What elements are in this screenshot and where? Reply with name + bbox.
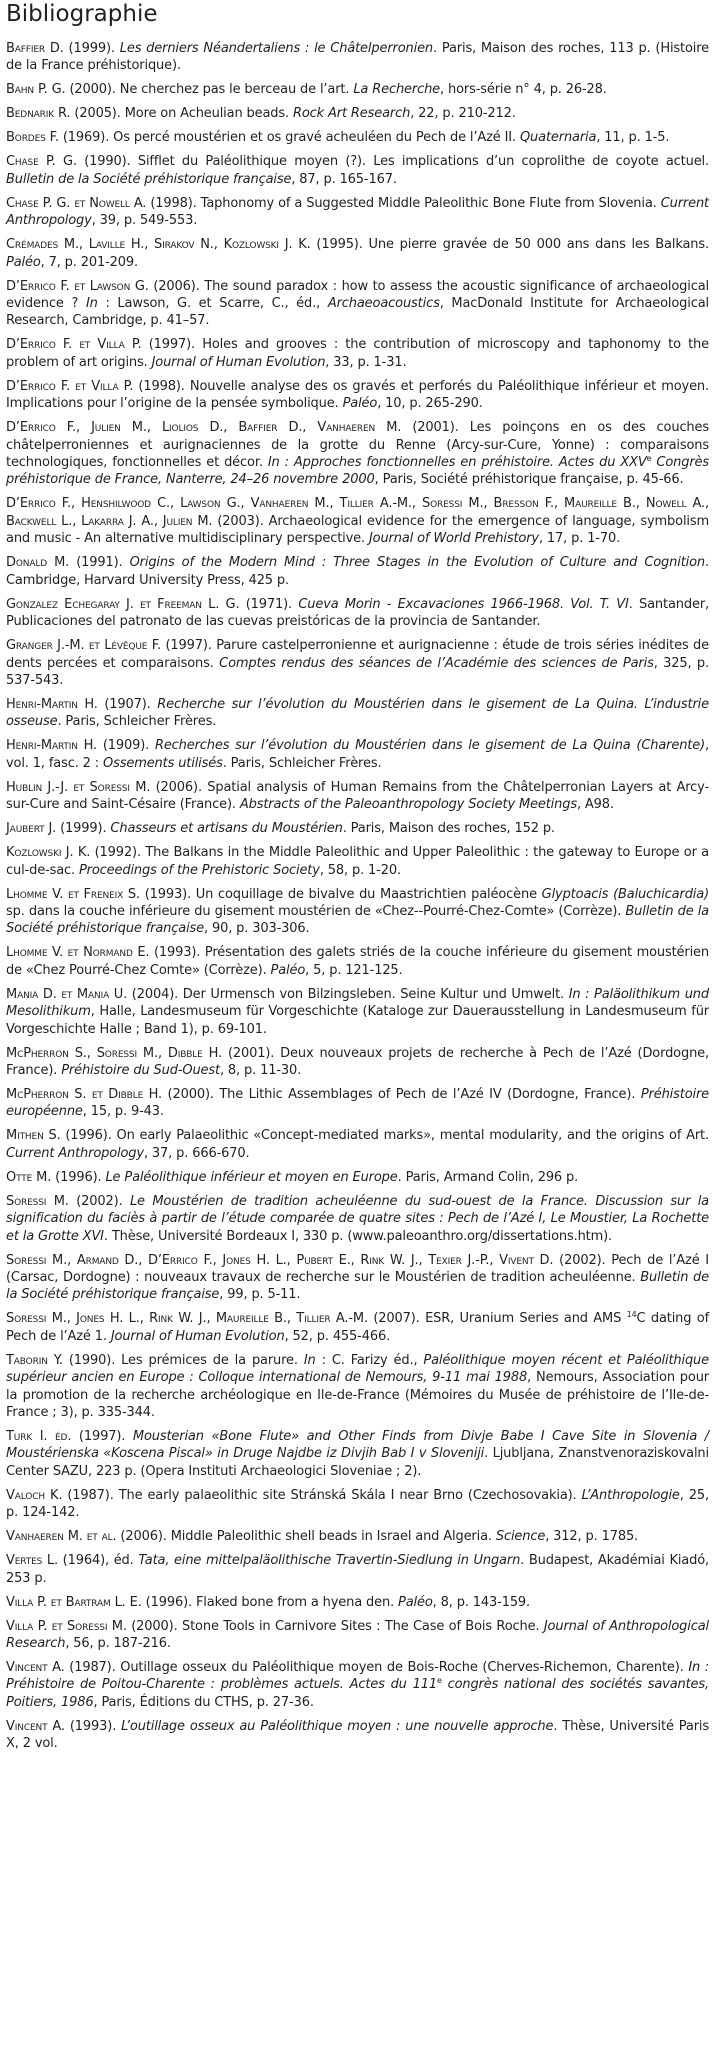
bibliography-entry [6,1659,709,1711]
entry-text: (1996). On early Palaeolithic «Concept-mediated marks», mental modularity, and the origins of Art. [60,1128,709,1144]
entry-text: , 7, p. 201-209. [40,254,138,270]
entry-authors: Valoch K. [6,1487,63,1503]
entry-authors: Chase P. G. et Nowell A. [6,195,147,211]
entry-italic-text: Paléo [342,396,378,412]
entry-text: (1997). Parure castelperronienne et aurignacienne : étude de trois séries inédites de dents percées et comparaisons. [6,638,709,671]
bibliography-entry [6,820,709,837]
bibliography-entry [6,1086,709,1121]
entry-authors: Gonzalez Echegaray J. et Freeman L. G. [6,596,240,612]
entry-authors: Mania D. et Mania U. [6,986,128,1002]
entry-text: (1909). [97,738,155,754]
entry-authors: Crémades M., Laville H., Sirakov N., Kozlowski J. K. [6,237,311,253]
entry-italic-text: Recherche sur l’évolution du Moustérien dans le gisement de La Quina. L’industrie osseuse [6,696,709,730]
entry-italic-text: Paléo [6,254,41,270]
bibliography-entry [6,596,709,631]
bibliography-entry [6,1487,709,1522]
entry-italic-text: Comptes rendus des séances de l’Académie des sciences de Paris [219,655,654,671]
entry-authors: D’Errico F. et Villa P. [6,378,134,394]
bibliography-entry [6,1528,709,1545]
entry-text: (1987). The early palaeolithic site Stránská Skála I near Brno (Czechosovakia). [62,1487,582,1503]
entry-italic-text: Congrès préhistorique de France, Nanterre, 24–26 novembre 2000 [6,455,709,488]
entry-italic-text: In [85,296,98,312]
entry-text: (1991). [69,555,130,571]
entry-text: (1996). [51,1169,106,1185]
entry-superscript: e [436,1676,442,1686]
entry-text: , 37, p. 666-670. [143,1145,250,1161]
page-title: Bibliographie [6,1,158,27]
entry-text: , hors-série n° 4, p. 26-28. [440,82,607,98]
entry-italic-text: Bulletin de la Société préhistorique française [6,903,709,937]
entry-text: (2002). [68,1193,130,1209]
entry-authors: Lhomme V. et Freneix S. [6,886,140,902]
bibliography-entry [6,1127,709,1162]
entry-text: (1997). Holes and grooves : the contribution of microscopy and taphonomy to the problem of art origins. [6,337,709,370]
entry-text: (1998). Taphonomy of a Suggested Middle Paleolithic Bone Flute from Slovenia. [146,195,661,211]
entry-text: (2004). Der Urmensch von Bilzingsleben. Seine Kultur und Umwelt. [127,986,569,1002]
entry-authors: Otte M. [6,1169,52,1185]
entry-text: (2006). Middle Paleolithic shell beads in Israel and Algeria. [116,1529,496,1545]
bibliography-entry [6,153,709,188]
entry-text: (2000). Ne cherchez pas le berceau de l’art. [65,82,354,98]
entry-text: (2006). Spatial analysis of Human Remains from the Châtelperronian Layers at Arcy-sur-Cure and Saint-Césaire (France). [6,779,709,813]
entry-italic-text: Paléo [270,962,306,978]
entry-authors: Kozlowski J. K. [6,845,91,861]
entry-text: , 15, p. 9-43. [82,1104,164,1120]
entry-text: (2006). The sound paradox : how to assess the acoustic significance of archaeological evidence ? [6,278,710,312]
entry-italic-text: Archaeoacoustics [327,296,440,312]
entry-text: (1999). [56,821,111,837]
entry-authors: Granger J.-M. et Lévêque F. [6,638,162,654]
bibliography-entry [6,419,709,489]
entry-text: , Paris, Société préhistorique française, p. 45-66. [374,472,684,488]
entry-italic-text: In : Préhistoire de Poitou-Charente : problèmes actuels. Actes du 111 [6,1660,709,1693]
entry-text: , vol. 1, fasc. 2 : [6,738,709,771]
entry-text: , 325, p. 537-543. [6,655,709,688]
entry-text: sp. dans la couche inférieure du gisement moustérien de «Chez--Pourré-Chez-Comte» (Corrèze). [6,903,626,919]
bibliography-entry [6,278,709,330]
entry-text: , Paris, Éditions du CTHS, p. 27-36. [93,1694,314,1710]
entry-text: . Paris, Maison des roches, 113 p. (Histoire de la France préhistorique). [6,41,709,74]
bibliography-entry [6,105,709,122]
entry-text: . Santander, Publicaciones del patronato de las cuevas preistóricas de la provincia de Santander. [6,596,709,630]
entry-text: (1990). Les prémices de la parure. [62,1352,304,1368]
entry-text: (1996). Flaked bone from a hyena den. [141,1594,399,1610]
entry-text: , 99, p. 5-11. [219,1287,301,1303]
entry-text: (2002). Pech de l’Azé I (Carsac, Dordogne) : nouveaux travaux de recherche sur le Moustérien de tradition acheuléenne. [6,1252,709,1285]
entry-italic-text: Le Paléolithique inférieur et moyen en Europe [105,1169,398,1185]
bibliography-entry [6,1718,709,1753]
bibliography-entry [6,986,709,1038]
bibliography-entry [6,129,709,146]
entry-authors: Taborin Y. [6,1352,63,1368]
bibliography-entry [6,637,709,689]
entry-text: . Cambridge, Harvard University Press, 425 p. [6,555,709,588]
entry-italic-text: Tata, eine mittelpaläolithische Travertin-Siedlung in Ungarn [138,1553,521,1569]
entry-text: (1971). [239,596,299,612]
bibliography-entry [6,737,709,772]
entry-italic-text: Chasseurs et artisans du Moustérien [110,821,343,837]
bibliography-entry [6,81,709,98]
entry-text: . Paris, Schleicher Frères. [57,714,217,730]
entry-text: , Halle, Landesmuseum für Vorgeschichte (Kataloge zur Dauerausstellung in Landesmuseum für Vorgeschichte Halle ; Band 1), p. 69-101. [6,1004,709,1037]
entry-text: , 17, p. 1-70. [538,531,621,547]
entry-authors: Turk I. éd. [6,1429,72,1445]
entry-italic-text: Current Anthropology [6,195,709,229]
bibliography-entry [6,944,709,979]
entry-text: (1998). Nouvelle analyse des os gravés et perforés du Paléolithique inférieur et moyen. Implications pour l’origine de la pensée symbolique. [6,378,709,412]
entry-italic-text: L’Anthropologie [581,1487,680,1503]
entry-italic-text: congrès national des sociétés savantes, Poitiers, 1986 [6,1677,709,1710]
entry-authors: Mithen S. [6,1128,61,1144]
entry-text: (1997). [71,1429,133,1445]
entry-text: . Budapest, Akadémiai Kiadó, 253 p. [6,1553,709,1586]
entry-text: . Ljubljana, Znanstvenoraziskovalni Center SAZU, 223 p. (Opera Instituti Archaeologici Sloveniae ; 2). [6,1446,709,1479]
bibliography-entry [6,1428,709,1480]
entry-italic-text: Journal of Anthropological Research [6,1618,709,1652]
entry-authors: Baffier D. [6,41,64,56]
entry-text: , 25, p. 124-142. [6,1487,709,1521]
bibliography-entry [6,1169,709,1186]
bibliography-entry [6,554,709,589]
entry-italic-text: Journal of Human Evolution [110,1328,285,1344]
entry-text: . Paris, Maison des roches, 152 p. [342,821,555,837]
entry-text: , 8, p. 11-30. [219,1062,302,1078]
entry-italic-text: Journal of World Prehistory [368,531,539,547]
entry-authors: Jaubert J. [6,821,57,837]
entry-authors: McPherron S., Soressi M., Dibble H. [6,1045,223,1061]
entry-text: : Lawson, G. et Scarre, C., éd., [97,296,328,312]
entry-text: , 33, p. 1-31. [325,354,407,370]
entry-authors: Soressi M., Armand D., D’Errico F., Jones H. L., Pubert E., Rink W. J., Texier J.-P., Vivent D. [6,1252,554,1268]
entry-text: , 56, p. 187-216. [65,1636,171,1652]
entry-text: (1964), éd. [57,1553,139,1569]
bibliography-entry [6,495,709,547]
entry-text: , 312, p. 1785. [545,1529,639,1545]
entry-text: (1993). [64,1718,122,1734]
entry-text: (2000). Stone Tools in Carnivore Sites : The Case of Bois Roche. [126,1618,544,1634]
entry-authors: Vanhaeren M. et al. [6,1529,117,1545]
bibliography-entry [6,195,709,230]
entry-authors: Vincent A. [6,1660,65,1676]
entry-text: , 5, p. 121-125. [305,962,403,978]
entry-authors: D’Errico F. et Villa P. [6,337,142,353]
entry-italic-text: Glyptoacis (Baluchicardia) [541,886,709,902]
bibliography-entry [6,844,709,879]
entry-italic-text: Préhistoire européenne [6,1086,710,1120]
entry-italic-text: Recherches sur l’évolution du Moustérien dans le gisement de La Quina (Charente) [154,738,706,754]
entry-text: , 52, p. 455-466. [284,1328,391,1344]
entry-italic-text: Current Anthropology [6,1145,144,1161]
bibliography-entry [6,696,709,731]
entry-authors: McPherron S. et Dibble H. [6,1086,163,1102]
bibliography-entry [6,1310,709,1345]
entry-text: (2007). ESR, Uranium Series and AMS [367,1311,627,1327]
entry-authors: Vertes L. [6,1553,58,1569]
entry-text: . Paris, Schleicher Frères. [222,755,382,771]
entry-text: , 58, p. 1-20. [319,862,401,878]
entry-text: , 11, p. 1-5. [596,130,670,146]
entry-italic-text: La Recherche [353,82,441,98]
entry-text: . Thèse, Université Bordeaux I, 330 p. (www.paleoanthro.org/dissertations.htm). [103,1228,613,1244]
entry-text: (1992). The Balkans in the Middle Paleolithic and Upper Paleolithic : the gateway to Europe or a cul-de-sac. [6,845,709,878]
entry-authors: Villa P. et Bartram L. E. [6,1594,142,1610]
entry-text: , 39, p. 549-553. [91,213,198,229]
entry-italic-text: In : Approches fonctionnelles en préhistoire. Actes du XXV [267,455,647,471]
entry-text: , 22, p. 210-212. [410,106,516,122]
entry-authors: Vincent A. [6,1718,65,1734]
entry-authors: Bordes F. [6,130,59,146]
entry-italic-text: In : Paläolithikum und Mesolithikum [6,986,709,1020]
entry-italic-text: Paléo [398,1594,433,1610]
bibliography-entry [6,1594,709,1611]
entry-authors: Soressi M. [6,1193,69,1209]
entry-italic-text: Bulletin de la Société préhistorique française [6,171,292,187]
entry-text: , A98. [576,797,614,813]
entry-authors: Henri-Martin H. [6,738,98,754]
entry-text: (2000). The Lithic Assemblages of Pech de l’Azé IV (Dordogne, France). [162,1086,641,1102]
entry-italic-text: Quaternaria [519,130,597,146]
entry-text: (1987). Outillage osseux du Paléolithique moyen de Bois-Roche (Cherves-Richemon, Charente). [64,1660,689,1676]
entry-text: (1969). Os percé moustérien et os gravé acheuléen du Pech de l’Azé II. [58,130,520,146]
entry-authors: Chase P. G. [6,154,77,170]
entry-italic-text: Cueva Morin - Excavaciones 1966-1968. Vol. T. VI [298,596,629,612]
entry-text: (2001). Les poinçons en os des couches châtelperroniennes et aurignaciennes de la grotte du Renne (Arcy-sur-Cure, Yonne) : comparaisons technologiques, fonctionnelles et décor. [6,420,709,471]
entry-superscript: e [646,454,652,464]
entry-text: , 10, p. 265-290. [377,396,483,412]
entry-text: C dating of Pech de l’Azé 1. [6,1311,709,1344]
entry-authors: Villa P. et Soressi M. [6,1618,127,1634]
entry-italic-text: Proceedings of the Prehistoric Society [78,862,320,878]
entry-text: (1907). [97,696,158,712]
entry-text: (2001). Deux nouveaux projets de recherche à Pech de l’Azé (Dordogne, France). [6,1045,709,1078]
entry-italic-text: Journal of Human Evolution [151,354,326,370]
entry-italic-text: Origins of the Modern Mind : Three Stages in the Evolution of Culture and Cognition [129,555,706,571]
entry-text: , Nemours, Association pour la promotion de la recherche archéologique en Ile-de-France (Mémoires du Musée de préhistoire de l’Ile-de-France ; 3), p. 335-344. [6,1370,709,1421]
entry-text: (2003). Archaeological evidence for the emergence of language, symbolism and music - An alternative multidisciplinary perspective. [6,513,710,547]
entry-text: (1995). Une pierre gravée de 50 000 ans dans les Balkans. [310,237,709,253]
entry-authors: Henri-Martin H. [6,696,98,712]
bibliography-entry [6,1552,709,1587]
entry-italic-text: Bulletin de la Société préhistorique française [6,1270,709,1303]
entry-text: (1999). [63,41,120,56]
entry-authors: D’Errico F. et Lawson G. [6,278,149,294]
entry-italic-text: Science [495,1529,546,1545]
bibliography-entry [6,1618,709,1653]
entry-text: : C. Farizy éd., [315,1352,424,1368]
entry-italic-text: Rock Art Research [293,106,411,122]
bibliography-entry [6,1045,709,1080]
entry-superscript: 14 [626,1310,637,1320]
entry-italic-text: Préhistoire du Sud-Ouest [61,1062,220,1078]
entry-italic-text: Le Moustérien de tradition acheuléenne du sud-ouest de la France. Discussion sur la signification du faciès à partir de l’étude comparée de quatre sites : Pech de l’Azé I, Le Moustier, La Rochette et la Grotte XVI [6,1193,709,1244]
entry-text: , 90, p. 303-306. [204,921,310,937]
entry-italic-text: Paléolithique moyen récent et Paléolithique supérieur ancien en Europe : Colloque international de Nemours, 9-11 mai 1988 [6,1352,709,1386]
entry-text: (2005). More on Acheulian beads. [70,106,293,122]
entry-text: , 87, p. 165-167. [291,171,397,187]
entry-text: . Thèse, Université Paris X, 2 vol. [6,1718,709,1752]
entry-italic-text: Ossements utilisés [103,755,223,771]
entry-italic-text: Abstracts of the Paleoanthropology Society Meetings [239,797,577,813]
entry-text: (1990). Sifflet du Paléolithique moyen (?). Les implications d’un coprolithe de coyote actuel. [76,154,709,170]
entry-text: (1993). Présentation des galets striés de la couche inférieure du gisement moustérien de «Chez Pourré-Chez Comte» (Corrèze). [6,945,709,978]
entry-authors: D’Errico F., Julien M., Liolios D., Baffier D., Vanhaeren M. [6,420,402,436]
bibliography-entry [6,1193,709,1245]
entry-italic-text: Mousterian «Bone Flute» and Other Finds from Divje Babe I Cave Site in Slovenia / Moustérienska «Koscena Piscal» in Druge Najdbe iz Divjih Bab I v Sloveniji [6,1429,709,1462]
bibliography-entry [6,886,709,938]
entry-italic-text: Les derniers Néandertaliens : le Châtelperronien [119,41,434,56]
entry-authors: D’Errico F., Henshilwood C., Lawson G., Vanhaeren M., Tillier A.-M., Soressi M., Bresson F., Maureille B., Nowell A., Backwell L., Lakarra J. A., Julien M. [6,496,709,529]
entry-authors: Bahn P. G. [6,82,66,98]
entry-authors: Lhomme V. et Normand E. [6,945,150,961]
bibliography-entry [6,378,709,413]
entry-authors: Soressi M., Jones H. L., Rink W. J., Maureille B., Tillier A.-M. [6,1311,368,1327]
entry-text: , MacDonald Institute for Archaeological Research, Cambridge, p. 41–57. [6,296,709,329]
entry-italic-text: L’outillage osseux au Paléolithique moyen : une nouvelle approche [121,1718,554,1734]
bibliography-entry [6,1352,709,1422]
entry-authors: Bednarik R. [6,106,71,122]
entry-authors: Donald M. [6,555,70,571]
entry-authors: Hublin J.-J. et Soressi M. [6,779,151,795]
bibliography-entry [6,236,709,271]
bibliography-entry [6,40,709,75]
entry-text: . Paris, Armand Colin, 296 p. [397,1169,579,1185]
bibliography-entry [6,1252,709,1304]
bibliography-entry [6,779,709,814]
entry-text: (1993). Un coquillage de bivalve du Maastrichtien paléocène [140,886,542,902]
entry-text: , 8, p. 143-159. [432,1594,531,1610]
entry-italic-text: In [303,1352,316,1368]
bibliography-entry [6,336,709,371]
bibliography-list [6,40,709,1753]
